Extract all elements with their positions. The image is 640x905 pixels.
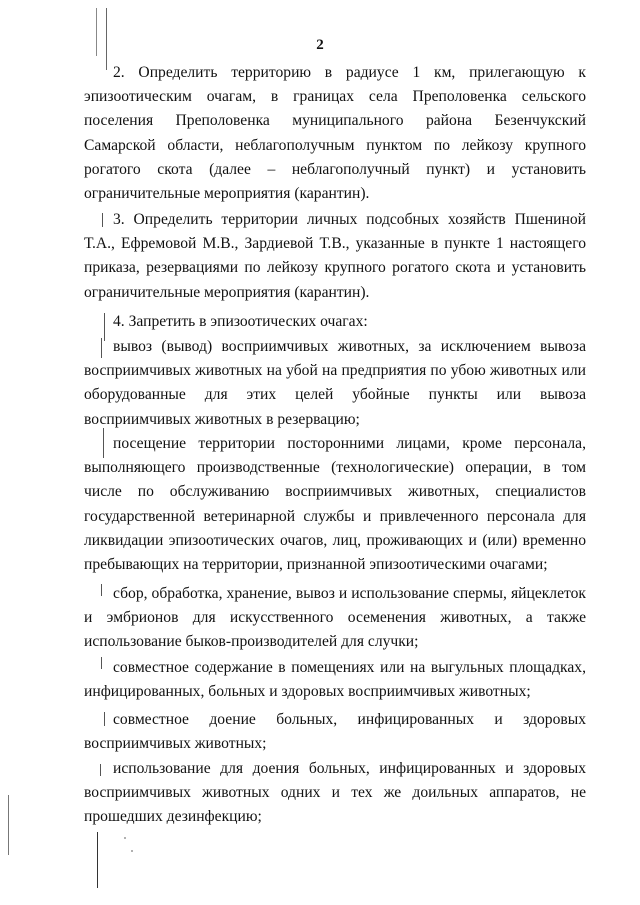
paragraph-2: 2. Определить территорию в радиусе 1 км, прилегающую к эпизоотическим очагам, в границах села Преполовенка сельского поселения Преполовенка муниципального района Безенчукский Самарской области, неблагополучным пунктом по лейкозу крупного рогатого скота (далее – неблагополучный пункт) и установить ограничительные мероприятия (карантин).	[84, 64, 586, 203]
list-item-visits: посещение территории посторонними лицами, кроме персонала, выполняющего производственные (технологические) операции, в том числе по обслуживанию восприимчивых животных, специалистов государственной ветеринарной службы и привлеченного персонала для ликвидации эпизоотических очагов, лиц, проживающих и (или) временно пребывающих на территории, признанной эпизоотическими очагами;	[84, 435, 586, 574]
page-number: 2	[316, 37, 324, 53]
list-item-milking-machines: использование для доения больных, инфицированных и здоровых восприимчивых животных одних и тех же доильных аппаратов, не прошедших дезинфекцию;	[84, 760, 586, 826]
list-item-joint-keeping: совместное содержание в помещениях или на выгульных площадках, инфицированных, больных и здоровых восприимчивых животных;	[84, 659, 586, 701]
scan-dot	[124, 837, 126, 839]
paragraph-3: 3. Определить территории личных подсобных хозяйств Пшениной Т.А., Ефремовой М.В., Зардиевой Т.В., указанные в пункте 1 настоящего приказа, резервациями по лейкозу крупного рогатого скота и установить ограничительные мероприятия (карантин).	[84, 211, 586, 301]
scan-mark	[97, 832, 98, 888]
scan-dot	[131, 850, 133, 852]
list-item-export: вывоз (вывод) восприимчивых животных, за исключением вывоза восприимчивых животных на убой на предприятия по убою животных или оборудованные для этих целей убойные пункты или вывоза восприимчивых животных в резервацию;	[84, 338, 586, 428]
paragraph-4: 4. Запретить в эпизоотических очагах:	[113, 313, 368, 330]
scan-mark	[8, 795, 9, 855]
list-item-sperm: сбор, обработка, хранение, вывоз и использование спермы, яйцеклеток и эмбрионов для искусственного осеменения животных, а также использование быков-производителей для случки;	[84, 585, 586, 651]
list-item-joint-milking: совместное доение больных, инфицированных и здоровых восприимчивых животных;	[84, 711, 586, 753]
